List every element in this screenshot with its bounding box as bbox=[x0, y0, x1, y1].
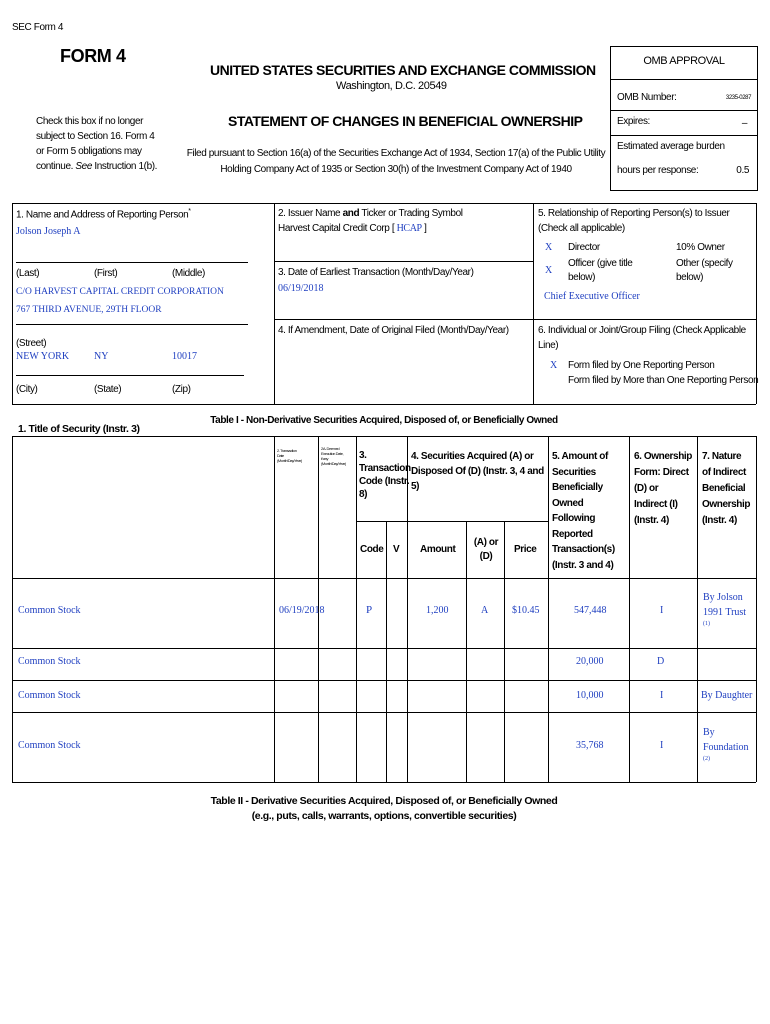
city-label: (City) bbox=[16, 384, 38, 395]
city-value: NEW YORK bbox=[16, 351, 70, 362]
row1-amount: 1,200 bbox=[426, 605, 449, 616]
row2-form: D bbox=[657, 656, 665, 667]
burden-label: Estimated average burden bbox=[617, 141, 725, 152]
last-label: (Last) bbox=[16, 268, 40, 279]
omb-number-label: OMB Number: bbox=[617, 92, 677, 103]
state-value: NY bbox=[94, 351, 109, 362]
row4-owned: 35,768 bbox=[576, 740, 604, 751]
reporting-person-name: Jolson Joseph A bbox=[16, 226, 81, 237]
row4-nature: By Foundation (2) bbox=[703, 727, 749, 762]
expires-label: Expires: bbox=[617, 116, 650, 127]
form-title: FORM 4 bbox=[60, 46, 126, 66]
omb-number-value: 3235-0287 bbox=[725, 95, 751, 101]
row3-title: Common Stock bbox=[18, 690, 81, 701]
ten-pct-owner-label: 10% Owner bbox=[676, 242, 725, 253]
address-line-1: C/O HARVEST CAPITAL CREDIT CORPORATION bbox=[16, 287, 224, 297]
commission-title: UNITED STATES SECURITIES AND EXCHANGE COMMISSION bbox=[210, 62, 596, 78]
more-person-label: Form filed by More than One Reporting Person bbox=[568, 375, 759, 386]
address-line-2: 767 THIRD AVENUE, 29TH FLOOR bbox=[16, 305, 162, 315]
col5-header: 5. Amount of Securities Beneficially Owned Following Reported Transaction(s) (Instr. 3 and 4) bbox=[552, 451, 615, 571]
row2-title: Common Stock bbox=[18, 656, 81, 667]
first-label: (First) bbox=[94, 268, 118, 279]
sec-form-label: SEC Form 4 bbox=[12, 22, 64, 33]
officer-title: Chief Executive Officer bbox=[544, 291, 640, 302]
row3-form: I bbox=[660, 690, 664, 701]
state-label: (State) bbox=[94, 384, 122, 395]
row1-price: $10.45 bbox=[512, 605, 540, 616]
sub-price-header: Price bbox=[514, 544, 537, 555]
table1-title: Table I - Non-Derivative Securities Acquired, Disposed of, or Beneficially Owned bbox=[210, 415, 558, 426]
col6-header: 6. Ownership Form: Direct (D) or Indirect (I) (Instr. 4) bbox=[634, 451, 692, 526]
street-label: (Street) bbox=[16, 338, 47, 349]
issuer-name: Harvest Capital Credit Corp [ HCAP ] bbox=[278, 223, 427, 234]
box6-sublabel: Line) bbox=[538, 340, 559, 351]
statement-title: STATEMENT OF CHANGES IN BENEFICIAL OWNERSHIP bbox=[228, 113, 583, 129]
box3-label: 3. Date of Earliest Transaction (Month/Day/Year) bbox=[278, 267, 474, 278]
officer-check[interactable]: X bbox=[545, 265, 553, 276]
box4-label: 4. If Amendment, Date of Original Filed (Month/Day/Year) bbox=[278, 325, 509, 336]
filed-pursuant: Filed pursuant to Section 16(a) of the Securities Exchange Act of 1934, Section 17(a) of the Public Utility Holding Company Act of 1935 or Section 30(h) of the Investment Company Act of 1940 bbox=[186, 148, 606, 175]
sub-amount-header: Amount bbox=[420, 544, 456, 555]
hours-label: hours per response: bbox=[617, 165, 699, 176]
sub-v-header: V bbox=[393, 544, 400, 555]
other-label: Other (specify below) bbox=[676, 258, 733, 283]
row3-owned: 10,000 bbox=[576, 690, 604, 701]
sub-aord-header: (A) or (D) bbox=[473, 537, 499, 562]
row3-nature: By Daughter bbox=[701, 690, 753, 701]
row1-aord: A bbox=[481, 605, 489, 616]
box6-label: 6. Individual or Joint/Group Filing (Check Applicable bbox=[538, 325, 746, 336]
row1-title: Common Stock bbox=[18, 605, 81, 616]
row1-code: P bbox=[366, 604, 373, 616]
one-person-check[interactable]: X bbox=[550, 360, 558, 371]
expires-value: – bbox=[741, 118, 747, 129]
zip-label: (Zip) bbox=[172, 384, 191, 395]
table2-title: Table II - Derivative Securities Acquired, Disposed of, or Beneficially Owned (e.g., puts, calls, warrants, options, convertible securities) bbox=[210, 795, 558, 822]
omb-header: OMB APPROVAL bbox=[643, 55, 725, 67]
col3-header: 3. Transaction Code (Instr. 8) bbox=[359, 450, 411, 500]
middle-label: (Middle) bbox=[172, 268, 205, 279]
col4-header: 4. Securities Acquired (A) or Disposed Of (D) (Instr. 3, 4 and 5) bbox=[411, 451, 544, 492]
ticker-symbol: HCAP bbox=[396, 223, 422, 234]
col7-header: 7. Nature of Indirect Beneficial Ownership (Instr. 4) bbox=[702, 451, 751, 526]
box2-label: 2. Issuer Name and Ticker or Trading Symbol bbox=[278, 208, 463, 219]
box5-sublabel: (Check all applicable) bbox=[538, 223, 625, 234]
row4-title: Common Stock bbox=[18, 740, 81, 751]
row4-form: I bbox=[660, 740, 664, 751]
hours-value: 0.5 bbox=[736, 165, 749, 176]
check-box-note: Check this box if no longer subject to Section 16. Form 4 or Form 5 obligations may continue. See Instruction 1(b). bbox=[36, 116, 158, 172]
director-check[interactable]: X bbox=[545, 242, 553, 253]
sub-code-header: Code bbox=[360, 544, 384, 555]
title-of-security-header: 1. Title of Security (Instr. 3) bbox=[18, 423, 140, 435]
row1-owned: 547,448 bbox=[574, 605, 607, 616]
row1-date: 06/19/2018 bbox=[279, 605, 325, 616]
row1-nature: By Jolson 1991 Trust (1) bbox=[703, 592, 747, 627]
col2a-header: 2A. Deemed Execution Date, if any (Month/Day/Year) bbox=[321, 446, 346, 466]
zip-value: 10017 bbox=[172, 351, 197, 362]
row2-owned: 20,000 bbox=[576, 656, 604, 667]
row1-form: I bbox=[660, 605, 664, 616]
box5-label: 5. Relationship of Reporting Person(s) to Issuer bbox=[538, 208, 730, 219]
officer-label: Officer (give title below) bbox=[568, 258, 633, 283]
director-label: Director bbox=[568, 242, 600, 253]
box1-label: 1. Name and Address of Reporting Person* bbox=[16, 208, 191, 221]
earliest-transaction-date: 06/19/2018 bbox=[278, 283, 324, 294]
one-person-label: Form filed by One Reporting Person bbox=[568, 360, 715, 371]
col2-header: 2. Transaction Date (Month/Day/Year) bbox=[277, 448, 302, 463]
location: Washington, D.C. 20549 bbox=[336, 80, 447, 92]
omb-approval-box bbox=[610, 46, 758, 191]
